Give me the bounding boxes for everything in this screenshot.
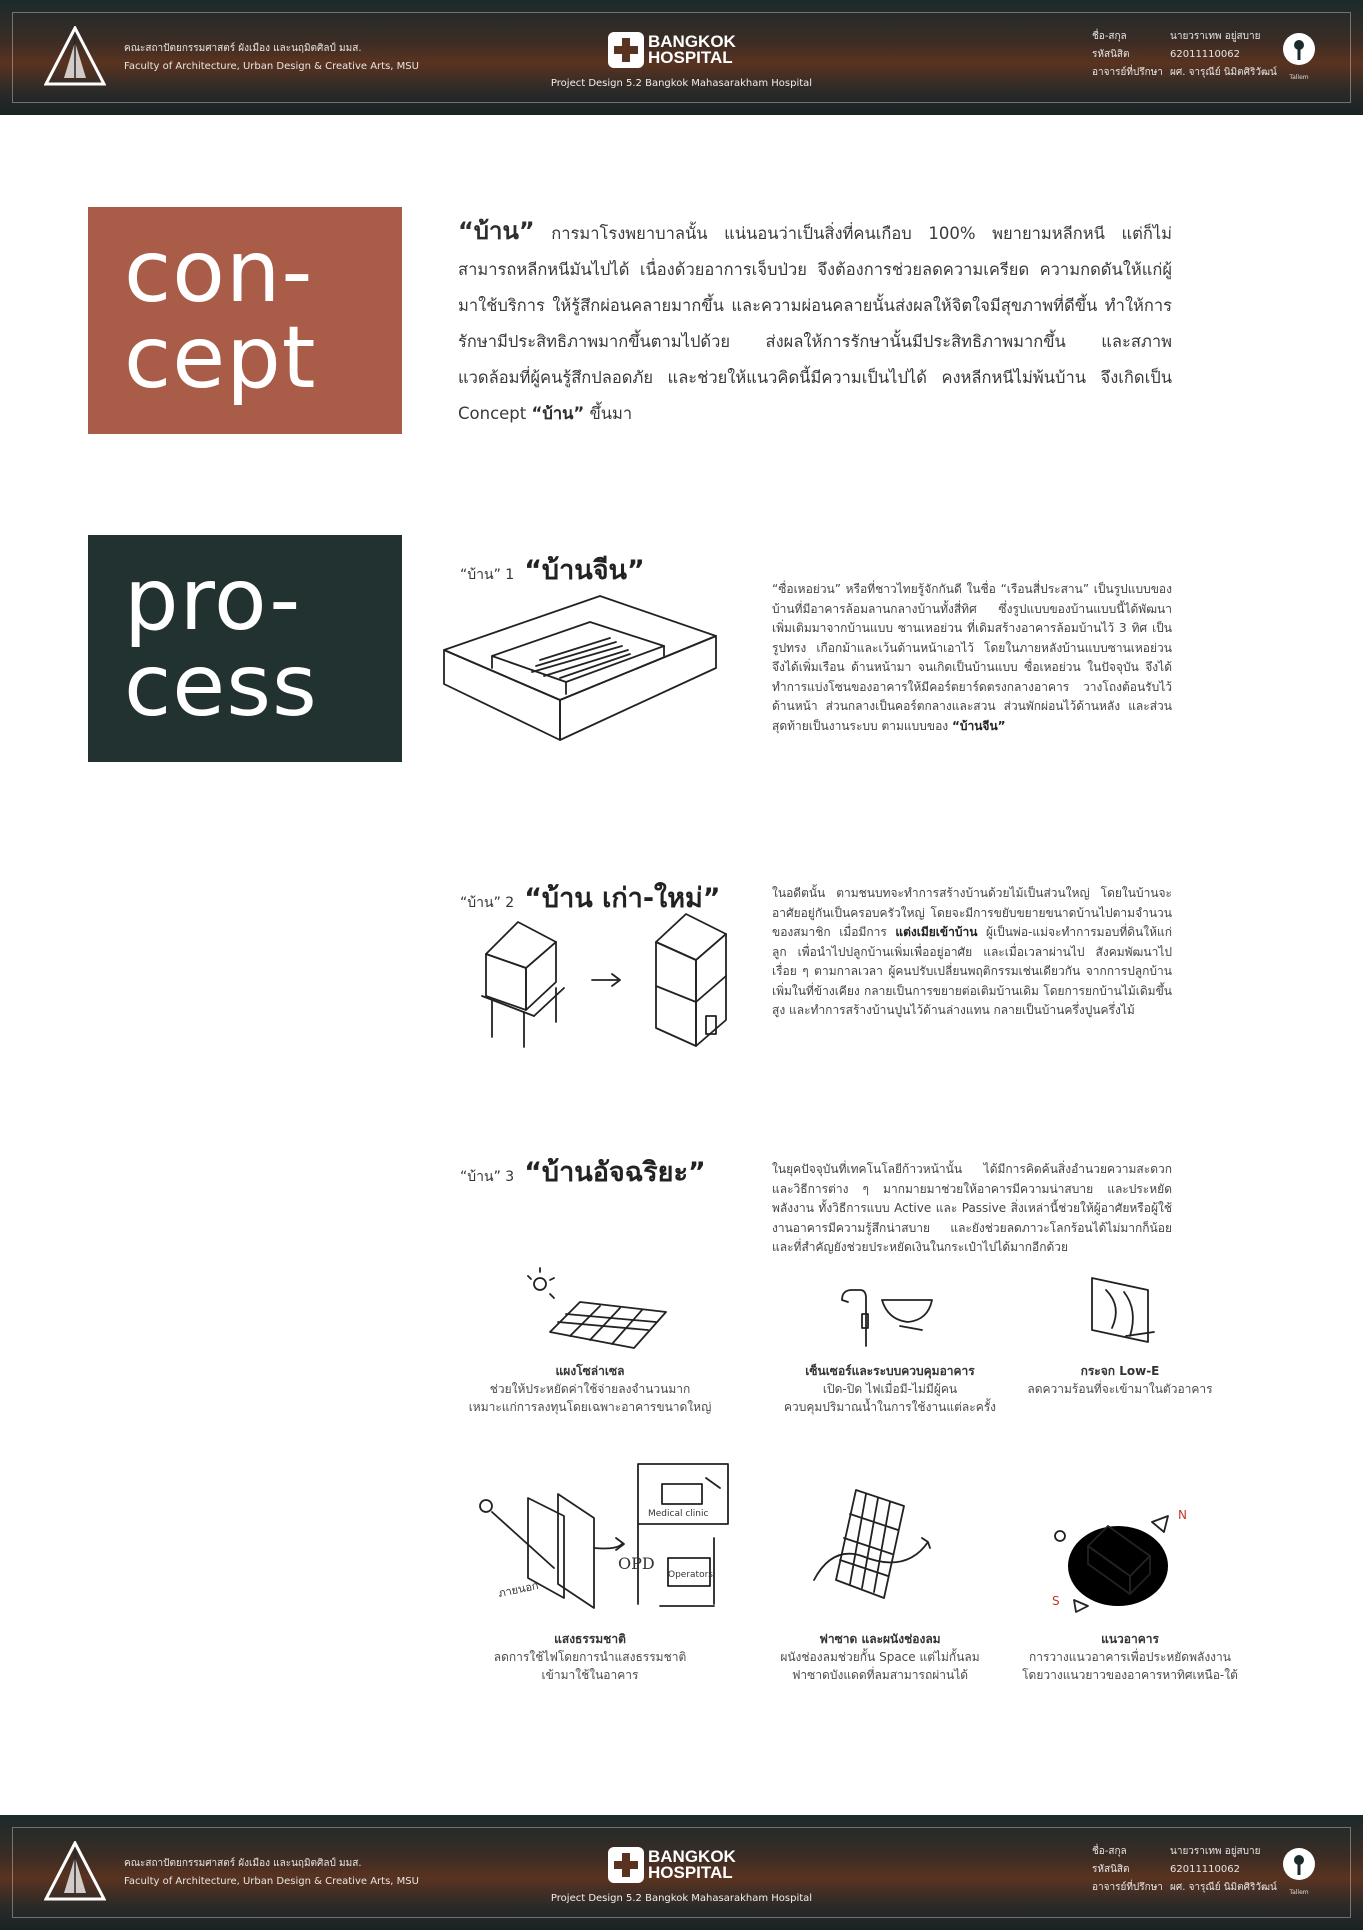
concept-box [88, 207, 402, 434]
feature-desc: ลดความร้อนที่จะเข้ามาในตัวอาคาร [1027, 1382, 1213, 1396]
feature-facade [730, 1630, 1030, 1684]
process-label: “บ้าน” 3 [460, 1169, 515, 1185]
faculty-name [124, 1855, 419, 1891]
info-value: ผศ. จารุณีย์ นิมิตศิริวัฒน์ [1170, 1882, 1277, 1893]
faculty-logo-icon [44, 26, 106, 86]
process-text: ในอดีตนั้น ตามชนบทจะทำการสร้างบ้านด้วยไม้เป็นส่วนใหญ่ โดยในบ้านจะอาศัยอยู่กันเป็นครอบครัวใหญ่ โดยจะมีการขยับขยายขนาดบ้านไปตามจำนวนของสมาชิก เมื่อมีการ [772, 886, 1172, 939]
concept-text: การมาโรงพยาบาลนั้น แน่นอนว่าเป็นสิ่งที่คนเกือบ 100% พยายามหลีกหนี แต่ก็ไม่สามารถหลีกหนีมันไปได้ เนื่องด้วยอาการเจ็บป่วย จึงต้องการช่วยลดความเครียด ความกดดันให้แก่ผู้มาใช้บริการ ให้รู้สึกผ่อนคลายมากขึ้น และความผ่อนคลายนั้นส่งผลให้จิตใจมีสุขภาพที่ดีขึ้น ทำให้การรักษามีประสิทธิภาพมากขึ้นตามไปด้วย ส่งผลให้การรักษานั้นมีประสิทธิภาพมากขึ้น และสภาพแวดล้อมที่ผู้คนรู้สึกปลอดภัย และช่วยให้แนวคิดนี้มีความเป็นไปได้ คงหลีกหนีไม่พ้นบ้าน จึงเกิดเป็น Concept [458, 224, 1172, 423]
info-value: นายวราเทพ อยู่สบาย [1170, 1846, 1261, 1857]
feature-desc: เข้ามาใช้ในอาคาร [541, 1668, 639, 1682]
hospital-cross-icon [608, 32, 644, 68]
chinese-house-sketch [440, 590, 720, 765]
info-row [1092, 28, 1277, 46]
process-word-line1: pro- [124, 550, 302, 650]
feature-low-e [1000, 1362, 1240, 1398]
process-text-bold: แต่งเมียเข้าบ้าน [895, 925, 978, 939]
feature-desc: ลดการใช้ไฟโดยการนำแสงธรรมชาติ [493, 1650, 687, 1664]
tallem-logo [1282, 32, 1316, 81]
info-row [1092, 46, 1277, 64]
info-value: ผศ. จารุณีย์ นิมิตศิริวัฒน์ [1170, 67, 1277, 78]
sensor-icon [836, 1286, 946, 1356]
concept-paragraph [458, 213, 1172, 432]
faculty-name-th: คณะสถาปัตยกรรมศาสตร์ ผังเมือง และนฤมิตศิลป์ มมส. [124, 43, 362, 54]
concept-quote-close: “บ้าน” [531, 404, 585, 423]
feature-solar [440, 1362, 740, 1416]
faculty-name [124, 40, 419, 76]
feature-desc: ช่วยให้ประหยัดค่าใช้จ่ายลงจำนวนมาก [489, 1382, 691, 1396]
process-label: “บ้าน” 1 [460, 567, 515, 583]
hospital-name-line1: BANGKOK [648, 1847, 736, 1866]
concept-text-end: ขึ้นมา [584, 404, 633, 423]
hospital-name [648, 1849, 736, 1881]
concept-word-line1: con- [124, 222, 314, 322]
sketch-label-clinic: Medical clinic [648, 1509, 709, 1519]
process-heading-3 [460, 1150, 706, 1193]
concept-quote-open: “บ้าน” [458, 217, 535, 245]
feature-desc: การวางแนวอาคารเพื่อประหยัดพลังงาน [1028, 1650, 1231, 1664]
info-value: นายวราเทพ อยู่สบาย [1170, 31, 1261, 42]
info-row [1092, 64, 1277, 82]
hospital-name [648, 34, 736, 66]
hospital-logo [608, 1847, 736, 1883]
process-label: “บ้าน” 2 [460, 895, 515, 911]
feature-title: เซ็นเซอร์และระบบควบคุมอาคาร [805, 1364, 975, 1378]
feature-desc: ควบคุมปริมาณน้ำในการใช้งานแต่ละครั้ง [783, 1400, 997, 1414]
facade-sketch [810, 1480, 950, 1620]
feature-desc: เปิด-ปิด ไฟเมื่อมี-ไม่มีผู้คน [822, 1382, 958, 1396]
project-title: Project Design 5.2 Bangkok Mahasarakham Hospital [550, 78, 813, 89]
process-heading-1 [460, 548, 645, 591]
info-label: อาจารย์ที่ปรึกษา [1092, 67, 1163, 78]
sketch-label-opd: OPD [618, 1554, 655, 1573]
process-text-cont: ผู้เป็นพ่อ-แม่จะทำการมอบที่ดินให้แก่ลูก เพื่อนำไปปลูกบ้านเพิ่มเพื่ออยู่อาศัย และเมื่อเวลาผ่านไป สังคมพัฒนาไปเรื่อย ๆ ตามกาลเวลา ผู้คนปรับเปลี่ยนพฤติกรรมเช่นเดียวกัน จากการปลูกบ้านเพิ่มในที่ข้างเคียง กลายเป็นการขยายต่อเติมบ้านเดิม โดยการยกบ้านไม้เดิมขึ้นสูง และทำการสร้างบ้านปูนไว้ด้านล่างแทน กลายเป็นบ้านครึ่งปูนครึ่งไม้ [772, 925, 1173, 1017]
hospital-logo [608, 32, 736, 68]
info-label: ชื่อ-สกุล [1092, 1846, 1127, 1857]
faculty-logo-icon [44, 1841, 106, 1901]
sketch-label-north: N [1178, 1508, 1187, 1522]
process-title: “บ้านอัจฉริยะ” [524, 1157, 706, 1188]
feature-desc: เหมาะแก่การลงทุนโดยเฉพาะอาคารขนาดใหญ่ [468, 1400, 712, 1414]
feature-sensor [740, 1362, 1040, 1416]
orientation-sketch [1044, 1508, 1194, 1618]
header-band [0, 0, 1363, 115]
process-text-3 [772, 1160, 1172, 1258]
process-text: ในยุคปัจจุบันที่เทคโนโลยีก้าวหน้านั้น ได้มีการคิดค้นสิ่งอำนวยความสะดวกและวิธีการต่าง ๆ มากมายมาช่วยให้อาคารมีความน่าสบาย และประหยัดพลังงาน ทั้งวิธีการแบบ Active และ Passive สิ่งเหล่านี้ช่วยให้ผู้อาศัยหรือผู้ใช้งานอาคารมีความรู้สึกน่าสบาย และยังช่วยลดภาวะโลกร้อนได้ไม่มากก็น้อย และที่สำคัญยังช่วยประหยัดเงินในกระเป๋าไปได้มากอีกด้วย [772, 1162, 1172, 1254]
faculty-name-en: Faculty of Architecture, Urban Design & Creative Arts, MSU [124, 1876, 419, 1887]
sketch-label-south: S [1052, 1594, 1060, 1608]
info-label: อาจารย์ที่ปรึกษา [1092, 1882, 1163, 1893]
info-row [1092, 1843, 1277, 1861]
feature-desc: โดยวางแนวยาวของอาคารหาทิศเหนือ-ใต้ [1022, 1668, 1238, 1682]
project-title: Project Design 5.2 Bangkok Mahasarakham Hospital [550, 1893, 813, 1904]
feature-title: ฟาซาด และผนังช่องลม [819, 1632, 941, 1646]
tallem-logo [1282, 1847, 1316, 1896]
hospital-name-line2: HOSPITAL [648, 48, 733, 67]
hospital-name-line2: HOSPITAL [648, 1863, 733, 1882]
footer-band [0, 1815, 1363, 1930]
student-info [1092, 28, 1277, 82]
feature-desc: ฟาซาดบังแดดที่ลมสามารถผ่านได้ [791, 1668, 969, 1682]
process-word-line2: cess [124, 636, 318, 736]
hospital-cross-icon [608, 1847, 644, 1883]
feature-orientation [990, 1630, 1270, 1684]
tallem-label: Tallem [1289, 1889, 1309, 1896]
process-box [88, 535, 402, 762]
hospital-name-line1: BANGKOK [648, 32, 736, 51]
faculty-name-th: คณะสถาปัตยกรรมศาสตร์ ผังเมือง และนฤมิตศิลป์ มมส. [124, 1858, 362, 1869]
feature-title: แนวอาคาร [1101, 1632, 1159, 1646]
info-label: รหัสนิสิต [1092, 1864, 1130, 1875]
sketch-label-operators: Operators [668, 1570, 713, 1580]
process-text: “ซื่อเหอย่วน” หรือที่ชาวไทยรู้จักกันดี ในชื่อ “เรือนสี่ประสาน” เป็นรูปแบบของบ้านที่มีอาคารล้อมลานกลางบ้านทั้งสี่ทิศ ซึ่งรูปแบบของบ้านแบบนี้ได้พัฒนา เพิ่มเติมมาจากบ้านแบบ ซานเหอย่วน ที่เดิมสร้างอาคารล้อมบ้านไว้ 3 ทิศ เป็นรูปทรง เกือกม้าและเว้นด้านหน้าเอาไว้ โดยในภายหลังบ้านแบบซานเหอย่วนจึงได้เพิ่มเรือน ด้านหน้ามา จนเกิดเป็นบ้านแบบ ซื่อเหอย่วน ในปัจจุบัน จึงได้ทำการแบ่งโซนของอาคารให้มีคอร์ตยาร์ดตรงกลางอาคาร วางโถงต้อนรับไว้ด้านหน้า ส่วนกลางเป็นคอร์ตกลางและสวน ส่วนพักผ่อนไว้ด้านหลัง และส่วนสุดท้ายเป็นงานระบบ ตามแบบของ [772, 582, 1172, 733]
concept-word-line2: cept [124, 308, 317, 408]
feature-desc: ผนังช่องลมช่วยกั้น Space แต่ไม่กั้นลม [780, 1650, 980, 1664]
feature-title: แผงโซล่าเซล [555, 1364, 625, 1378]
process-text-2 [772, 884, 1172, 1021]
pin-icon [1282, 32, 1316, 66]
feature-title: แสงธรรมชาติ [554, 1632, 626, 1646]
pin-icon [1282, 1847, 1316, 1881]
tallem-label: Tallem [1289, 74, 1309, 81]
faculty-name-en: Faculty of Architecture, Urban Design & Creative Arts, MSU [124, 61, 419, 72]
info-row [1092, 1879, 1277, 1897]
process-title: “บ้าน เก่า-ใหม่” [524, 883, 721, 914]
info-label: รหัสนิสิต [1092, 49, 1130, 60]
solar-panel-icon [520, 1262, 670, 1352]
process-text-bold: “บ้านจีน” [951, 718, 1006, 733]
sketch-label-outside: ภายนอก [497, 1578, 540, 1601]
student-info [1092, 1843, 1277, 1897]
info-row [1092, 1861, 1277, 1879]
info-value: 62011110062 [1170, 1864, 1240, 1875]
info-label: ชื่อ-สกุล [1092, 31, 1127, 42]
old-new-house-sketch [478, 912, 738, 1052]
process-text-1 [772, 580, 1172, 736]
info-value: 62011110062 [1170, 49, 1240, 60]
process-title: “บ้านจีน” [524, 555, 645, 586]
feature-title: กระจก Low-E [1080, 1364, 1160, 1378]
low-e-glass-icon [1082, 1270, 1162, 1350]
feature-natural-light [440, 1630, 740, 1684]
